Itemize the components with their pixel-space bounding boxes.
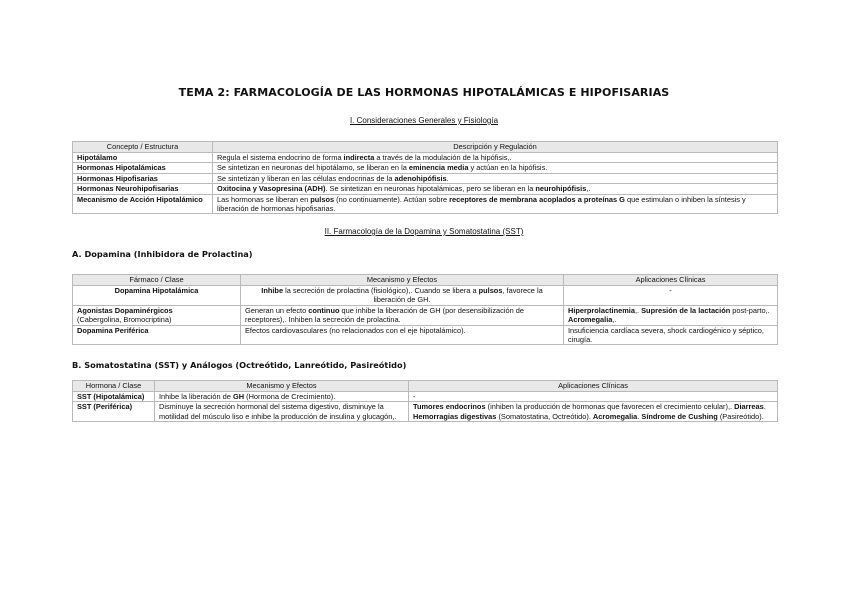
table-cell: Efectos cardiovasculares (no relacionados con el eje hipotalámico). [241, 325, 564, 345]
table-row [73, 392, 778, 402]
table-cell: Hipotálamo [73, 153, 213, 163]
table-row [73, 286, 778, 306]
subsection-heading-b: B. Somatostatina (SST) y Análogos (Octreótido, Lanreótido, Pasireótido) [72, 360, 407, 370]
column-header: Aplicaciones Clínicas [564, 275, 778, 286]
column-header: Fármaco / Clase [73, 275, 241, 286]
table-cell: Hiperprolactinemia,. Supresión de la lactación post-parto,. Acromegalia,. [564, 305, 778, 325]
table-row [73, 402, 778, 422]
column-header: Hormona / Clase [73, 381, 155, 392]
table-row [73, 153, 778, 163]
column-header: Concepto / Estructura [73, 142, 213, 153]
table-considerations [72, 141, 778, 214]
table-cell: Dopamina Periférica [73, 325, 241, 345]
table-cell: SST (Periférica) [73, 402, 155, 422]
column-header: Descripción y Regulación [213, 142, 778, 153]
table-cell: Disminuye la secreción hormonal del sistema digestivo, disminuye la motilidad del músculo liso e inhibe la producción de insulina y glucagón,. [155, 402, 409, 422]
table-cell: - [409, 392, 778, 402]
table-cell: Mecanismo de Acción Hipotalámico [73, 194, 213, 214]
subsection-heading-a: A. Dopamina (Inhibidora de Prolactina) [72, 249, 253, 259]
table-cell: Generan un efecto continuo que inhibe la liberación de GH (por desensibilización de receptores),. Inhiben la secreción de prolactina. [241, 305, 564, 325]
table-row [73, 163, 778, 173]
table-header-row [73, 142, 778, 153]
table-row [73, 173, 778, 183]
table-cell: Regula el sistema endocrino de forma indirecta a través de la modulación de la hipófisis,. [213, 153, 778, 163]
table-cell: Hormonas Hipotalámicas [73, 163, 213, 173]
document-title: TEMA 2: FARMACOLOGÍA DE LAS HORMONAS HIPOTALÁMICAS E HIPOFISARIAS [178, 86, 670, 99]
table-cell: Se sintetizan en neuronas del hipotálamo, se liberan en la eminencia media y actúan en la hipófisis. [213, 163, 778, 173]
table-row [73, 325, 778, 345]
table-header-row [73, 381, 778, 392]
table-cell: Oxitocina y Vasopresina (ADH). Se sintetizan en neuronas hipotalámicas, pero se liberan en la neurohipófisis,. [213, 184, 778, 194]
table-cell: Hormonas Neurohipofisarias [73, 184, 213, 194]
table-cell: Inhibe la liberación de GH (Hormona de Crecimiento). [155, 392, 409, 402]
column-header: Mecanismo y Efectos [241, 275, 564, 286]
table-somatostatin [72, 380, 778, 422]
table-cell: Dopamina Hipotalámica [73, 286, 241, 306]
table-cell: Inhibe la secreción de prolactina (fisiológico),. Cuando se libera a pulsos, favorece la liberación de GH. [241, 286, 564, 306]
section-heading-2: II. Farmacología de la Dopamina y Somatostatina (SST) [324, 227, 524, 236]
column-header: Aplicaciones Clínicas [409, 381, 778, 392]
column-header: Mecanismo y Efectos [155, 381, 409, 392]
table-cell: Hormonas Hipofisarias [73, 173, 213, 183]
table-cell: Agonistas Dopaminérgicos (Cabergolina, Bromocriptina) [73, 305, 241, 325]
table-cell: Tumores endocrinos (inhiben la producción de hormonas que favorecen el crecimiento celular),. Diarreas. Hemorragias digestivas (Somatostatina, Octreótido). Acromegalia. Síndrome de Cushing (Pasireótido). [409, 402, 778, 422]
table-row [73, 194, 778, 214]
table-cell: SST (Hipotalámica) [73, 392, 155, 402]
table-cell: - [564, 286, 778, 306]
table-dopamine [72, 274, 778, 345]
table-row [73, 184, 778, 194]
table-cell: Insuficiencia cardíaca severa, shock cardiogénico y séptico, cirugía. [564, 325, 778, 345]
table-row [73, 305, 778, 325]
section-heading-1: I. Consideraciones Generales y Fisiología [349, 116, 499, 125]
table-header-row [73, 275, 778, 286]
table-cell: Se sintetizan y liberan en las células endocrinas de la adenohipófisis. [213, 173, 778, 183]
table-cell: Las hormonas se liberan en pulsos (no continuamente). Actúan sobre receptores de membrana acoplados a proteínas G que estimulan o inhiben la síntesis y liberación de hormonas hipofisarias. [213, 194, 778, 214]
